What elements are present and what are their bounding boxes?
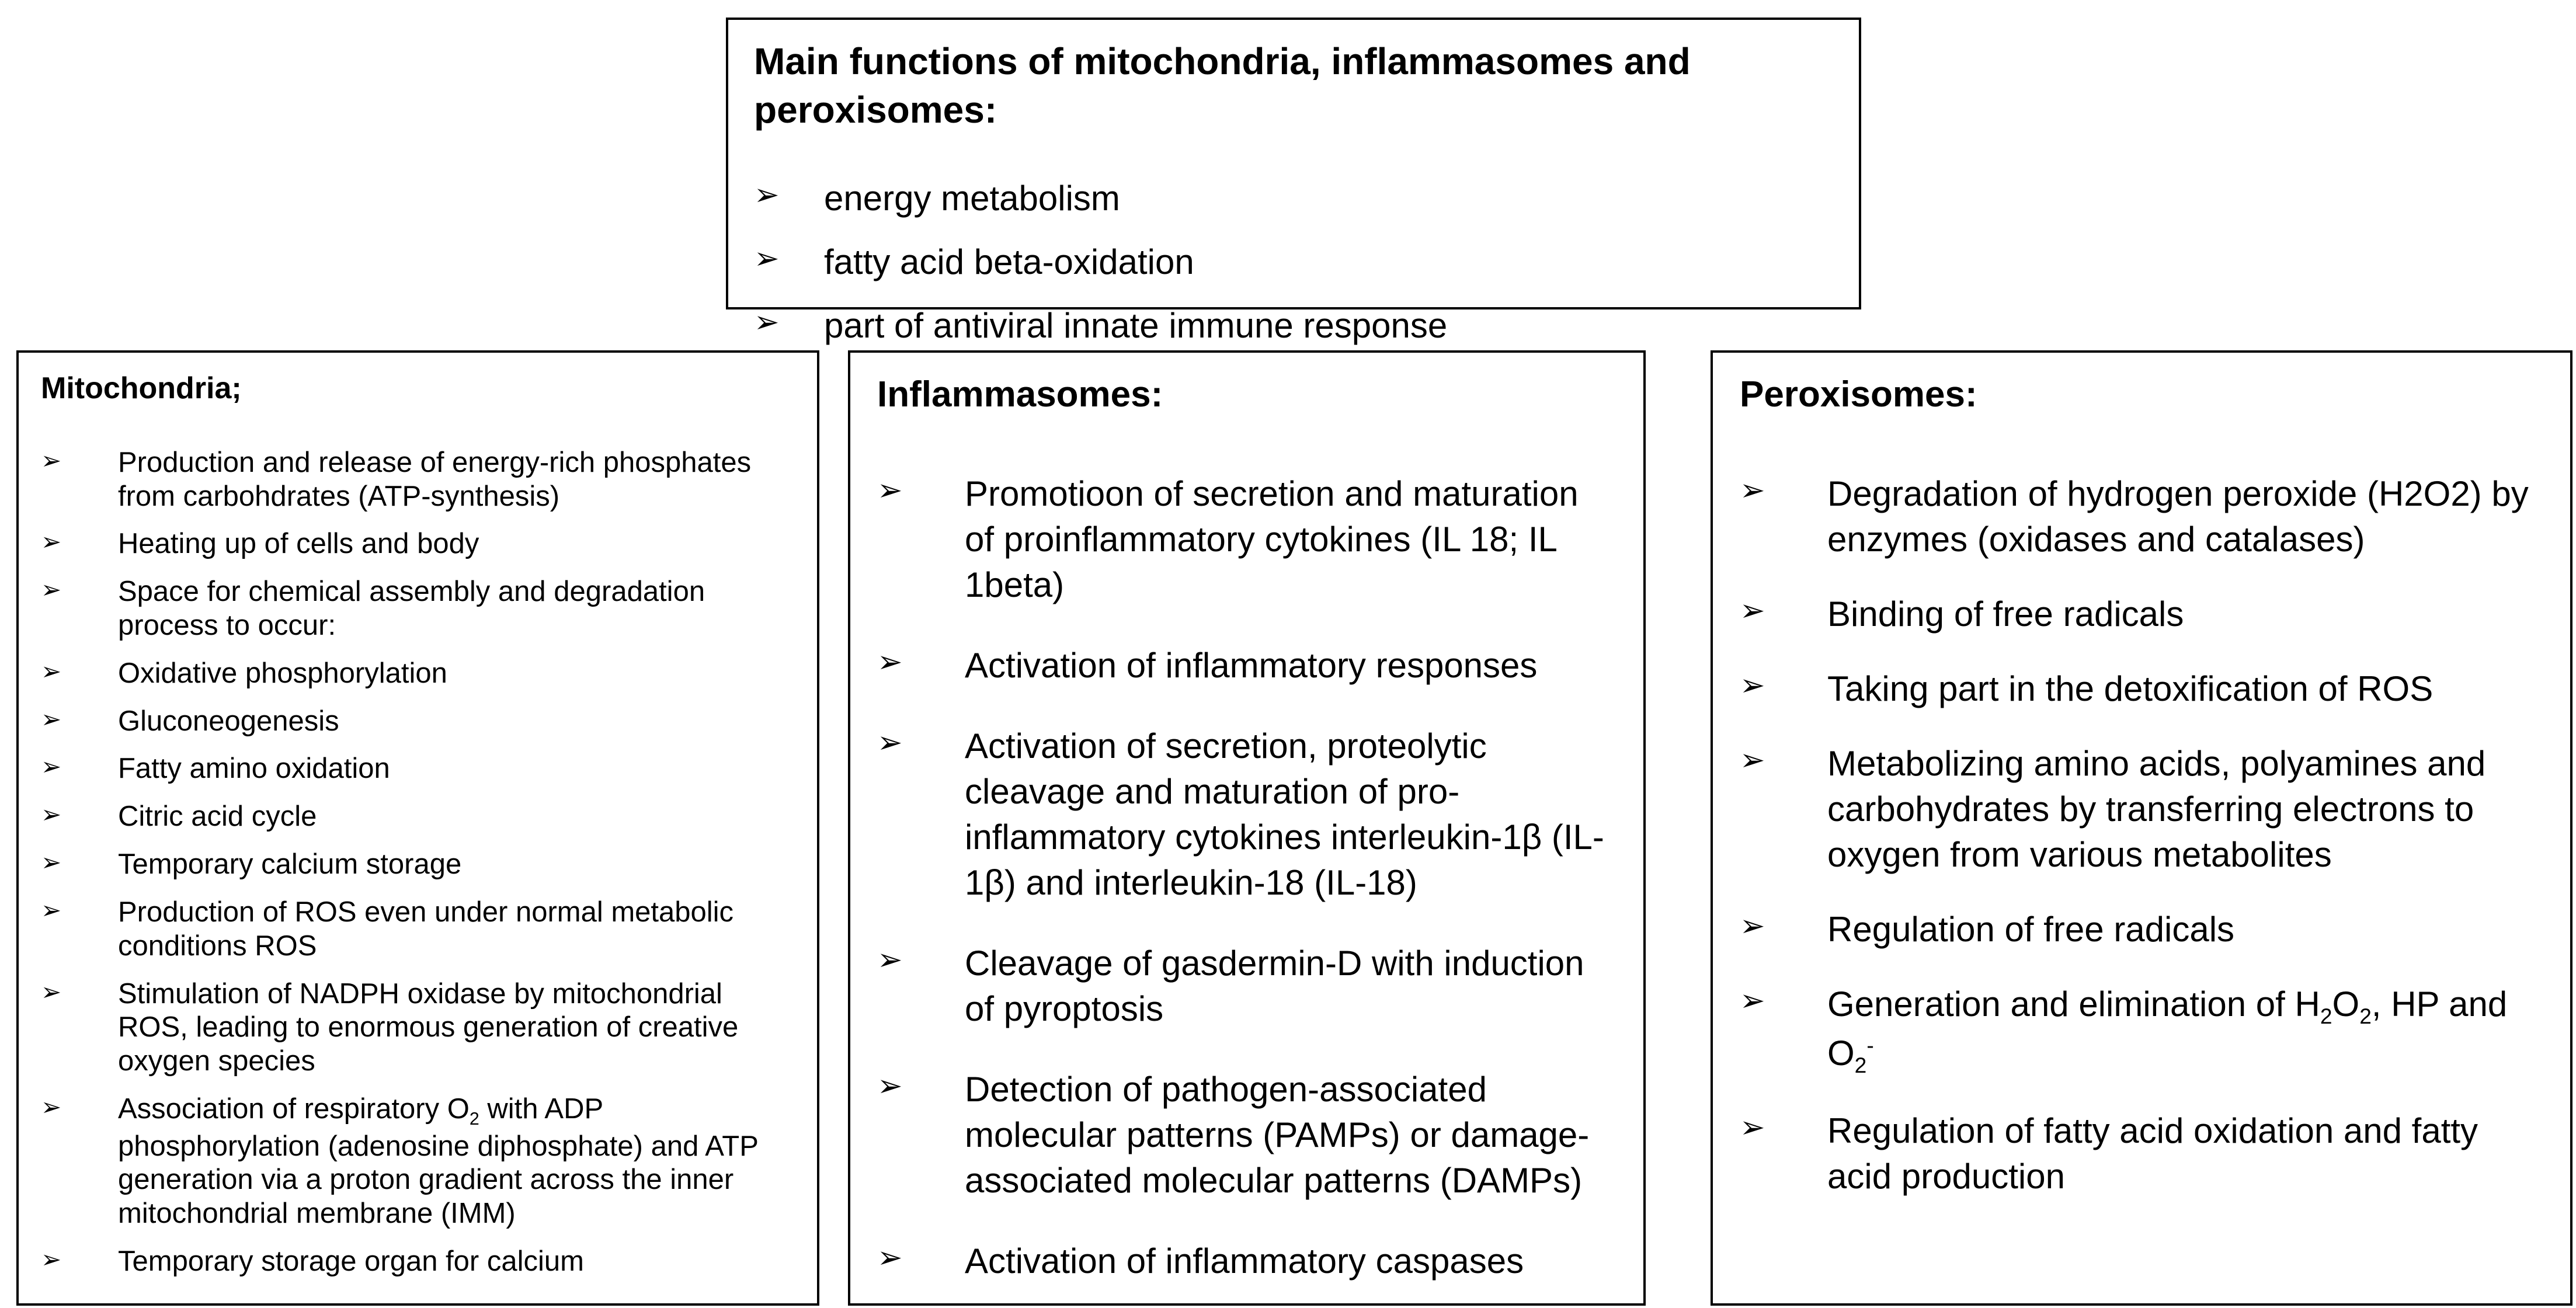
bullet-text: Taking part in the detoxification of ROS — [1827, 669, 2434, 709]
bullet-text: Binding of free radicals — [1827, 594, 2184, 634]
bullet-text: Space for chemical assembly and degradation process to occur: — [118, 576, 705, 642]
arrow-bullet-icon: ➢ — [41, 528, 62, 556]
arrow-bullet-icon: ➢ — [1740, 909, 1765, 944]
bullet-text: energy metabolism — [824, 179, 1120, 218]
bullet-text: Detection of pathogen-associated molecular patterns (PAMPs) or damage-associated molecular patterns (DAMPs) — [965, 1070, 1590, 1201]
bullet-text: Production of ROS even under normal metabolic conditions ROS — [118, 896, 734, 962]
bullet-text: Activation of inflammatory caspases — [965, 1241, 1524, 1281]
bullet-text: Activation of inflammatory responses — [965, 646, 1538, 686]
bullet-item — [41, 1245, 795, 1279]
bullet-item — [1740, 982, 2543, 1079]
arrow-bullet-icon: ➢ — [41, 977, 62, 1006]
bullet-text: Stimulation of NADPH oxidase by mitochondrial ROS, leading to enormous generation of creative oxygen species — [118, 977, 739, 1077]
arrow-bullet-icon: ➢ — [877, 943, 903, 977]
bullet-item — [1740, 907, 2543, 952]
bullet-item — [1740, 741, 2543, 878]
bullet-text: Oxidative phosphorylation — [118, 657, 447, 689]
bullet-item — [754, 240, 1833, 284]
bullet-text: Temporary storage organ for calcium — [118, 1246, 584, 1278]
inflammasomes-title: Inflammasomes: — [877, 374, 1163, 415]
arrow-bullet-icon: ➢ — [754, 242, 780, 276]
arrow-bullet-icon: ➢ — [41, 753, 62, 781]
bullet-item — [41, 800, 795, 834]
bullet-item — [1740, 666, 2543, 712]
arrow-bullet-icon: ➢ — [1740, 1111, 1765, 1145]
arrow-bullet-icon: ➢ — [877, 1241, 903, 1275]
bullet-item — [41, 848, 795, 882]
bullet-item — [754, 304, 1833, 347]
arrow-bullet-icon: ➢ — [41, 1093, 62, 1121]
arrow-bullet-icon: ➢ — [1740, 474, 1765, 508]
arrow-bullet-icon: ➢ — [41, 446, 62, 474]
bullet-item — [877, 471, 1616, 608]
arrow-bullet-icon: ➢ — [877, 1069, 903, 1104]
bullet-text: Heating up of cells and body — [118, 528, 479, 560]
bullet-item — [877, 1067, 1616, 1203]
main-functions-list — [754, 176, 1833, 347]
mitochondria-title: Mitochondria; — [41, 371, 242, 405]
inflammasomes-box — [848, 350, 1646, 1306]
bullet-text: Association of respiratory $O_2$ with ADP phosphorylation (adenosine diphosphate) and ATP generation via a proton gradient across the inner mitochondrial membrane (IMM) — [118, 1093, 759, 1230]
bullet-item — [41, 705, 795, 739]
bullet-item — [41, 1093, 795, 1231]
arrow-bullet-icon: ➢ — [1740, 594, 1765, 628]
bullet-item — [1740, 592, 2543, 637]
arrow-bullet-icon: ➢ — [41, 657, 62, 685]
arrow-bullet-icon: ➢ — [41, 576, 62, 604]
bullet-item — [1740, 471, 2543, 562]
bullet-text: Gluconeogenesis — [118, 705, 339, 737]
arrow-bullet-icon: ➢ — [41, 705, 62, 733]
bullet-text: Promotioon of secretion and maturation of proinflammatory cytokines (IL 18; IL 1beta) — [965, 474, 1579, 605]
arrow-bullet-icon: ➢ — [1740, 743, 1765, 778]
bullet-item — [41, 527, 795, 561]
arrow-bullet-icon: ➢ — [877, 474, 903, 508]
mitochondria-box — [16, 350, 819, 1306]
main-functions-title: Main functions of mitochondria, inflammasomes and peroxisomes: — [754, 40, 1691, 131]
arrow-bullet-icon: ➢ — [41, 848, 62, 876]
bullet-text: fatty acid beta-oxidation — [824, 242, 1194, 282]
bullet-item — [1740, 1108, 2543, 1199]
arrow-bullet-icon: ➢ — [877, 726, 903, 760]
bullet-text: Fatty amino oxidation — [118, 753, 390, 785]
bullet-text: Generation and elimination of $H_2O_2$, HP and $O_2^-$ — [1827, 985, 2508, 1077]
main-functions-box — [726, 18, 1861, 346]
bullet-item — [877, 723, 1616, 906]
arrow-bullet-icon: ➢ — [877, 645, 903, 680]
arrow-bullet-icon: ➢ — [754, 305, 780, 340]
bullet-item — [877, 941, 1616, 1032]
mitochondria-list — [41, 446, 795, 1279]
arrow-bullet-icon: ➢ — [754, 178, 780, 213]
arrow-bullet-icon: ➢ — [41, 801, 62, 829]
bullet-item — [877, 1239, 1616, 1284]
bullet-item — [41, 977, 795, 1079]
bullet-item — [41, 446, 795, 514]
peroxisomes-title: Peroxisomes: — [1740, 374, 1977, 415]
bullet-text: Metabolizing amino acids, polyamines and carbohydrates by transferring electrons to oxygen from various metabolites — [1827, 744, 2486, 875]
bullet-item — [41, 575, 795, 643]
bullet-text: Production and release of energy-rich phosphates from carbohdrates (ATP-synthesis) — [118, 446, 752, 512]
peroxisomes-box — [1711, 350, 2572, 1306]
inflammasomes-list — [877, 471, 1616, 1284]
bullet-item — [754, 176, 1833, 220]
bullet-item — [877, 643, 1616, 688]
bullet-item — [41, 752, 795, 786]
bullet-item — [41, 657, 795, 691]
bullet-text: part of antiviral innate immune response — [824, 306, 1448, 346]
bullet-text: Cleavage of gasdermin-D with induction of pyroptosis — [965, 944, 1584, 1029]
bullet-text: Citric acid cycle — [118, 801, 317, 833]
bullet-text: Degradation of hydrogen peroxide (H2O2) by enzymes (oxidases and catalases) — [1827, 474, 2529, 559]
arrow-bullet-icon: ➢ — [1740, 984, 1765, 1018]
peroxisomes-list — [1740, 471, 2543, 1199]
bullet-text: Regulation of fatty acid oxidation and fatty acid production — [1827, 1111, 2478, 1196]
arrow-bullet-icon: ➢ — [1740, 669, 1765, 703]
arrow-bullet-icon: ➢ — [41, 1246, 62, 1274]
bullet-item — [41, 896, 795, 963]
bullet-text: Activation of secretion, proteolytic cleavage and maturation of pro-inflammatory cytokines interleukin-1β (IL-1β) and interleukin-18 (IL-18) — [965, 726, 1604, 903]
bullet-text: Regulation of free radicals — [1827, 910, 2235, 949]
arrow-bullet-icon: ➢ — [41, 896, 62, 924]
bullet-text: Temporary calcium storage — [118, 848, 462, 881]
